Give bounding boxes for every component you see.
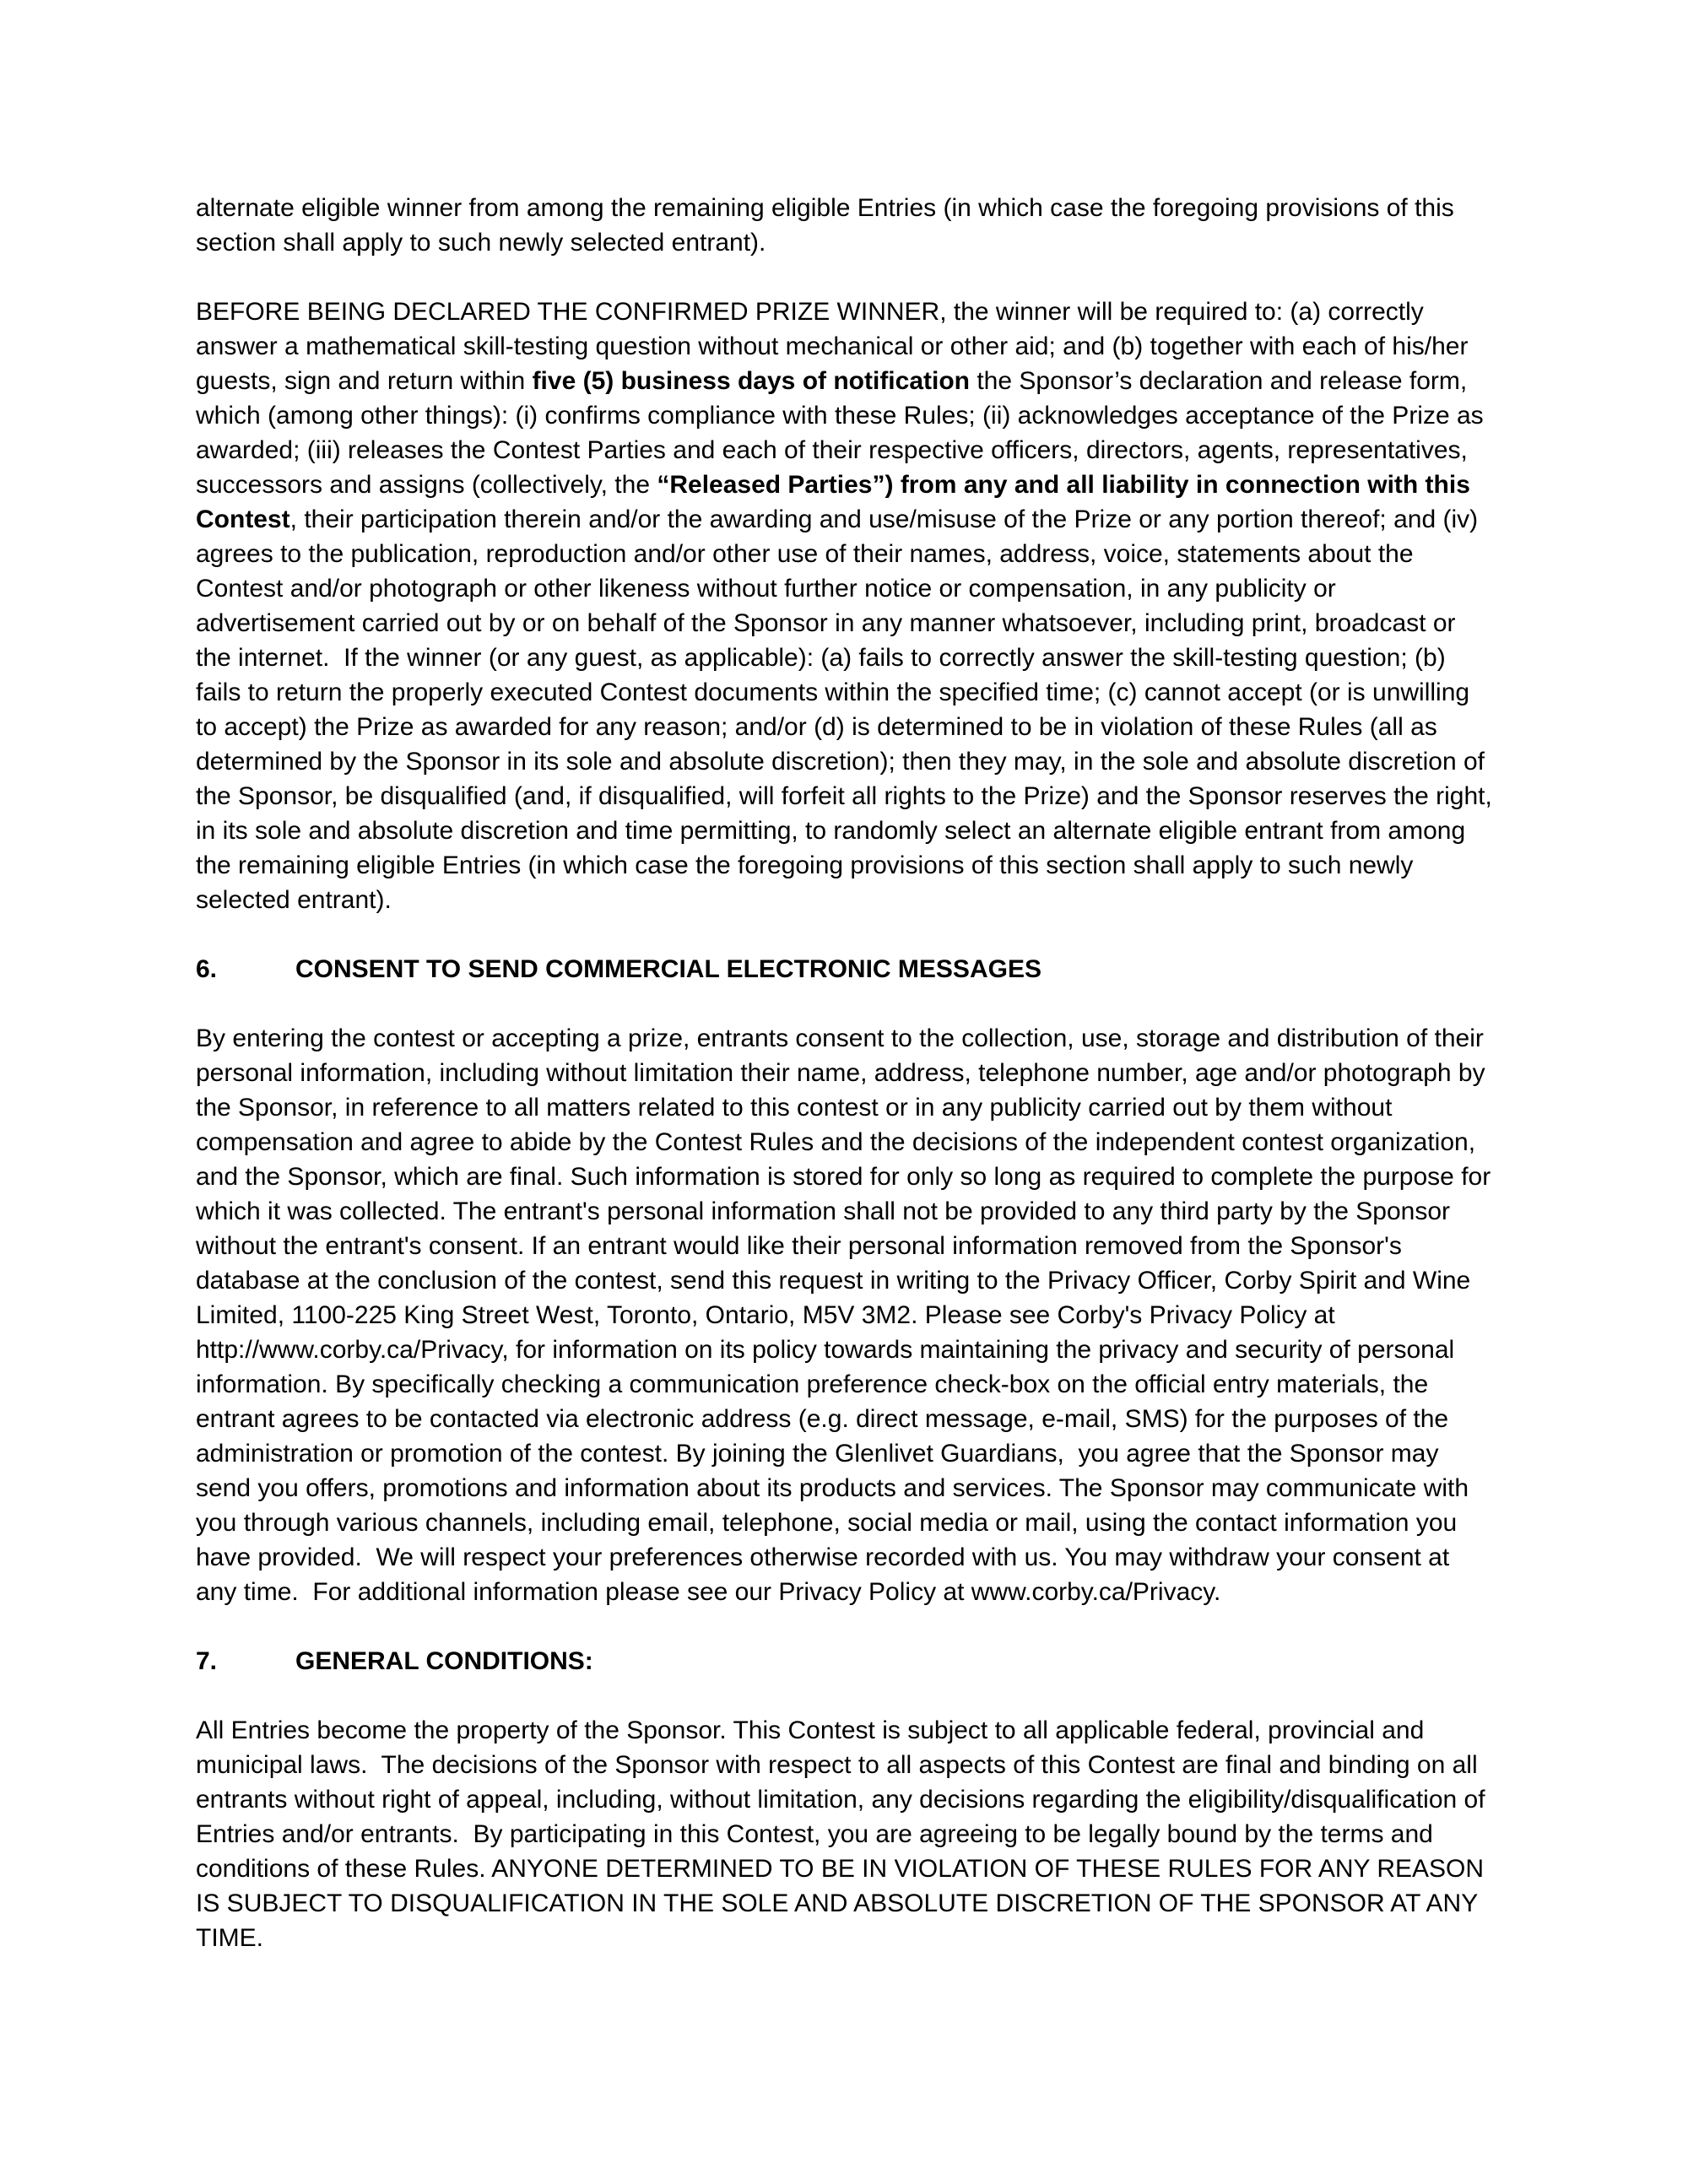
bold-text-segment: five (5) business days of notification: [532, 367, 970, 395]
text-segment: the Sponsor’s declaration and release form, which (among other things): (i) confirms compliance with these Rules; (ii) acknowledges acceptance of the Prize as awarded; (iii) releases the Contest Parties and each of their respective officers, directors, agents, representatives, successors and assigns (collectively, the: [196, 367, 1491, 499]
text-segment: alternate eligible winner from among the remaining eligible Entries (in which case the foregoing provisions of this section shall apply to such newly selected entrant).: [196, 194, 1462, 257]
section-6-number: 6.: [196, 955, 218, 983]
text-segment: All Entries become the property of the Sponsor. This Contest is subject to all applicable federal, provincial and municipal laws. The decisions of the Sponsor with respect to all aspects of this Contest are final and binding on all entrants without right of appeal, including, without limitation, any decisions regarding the eligibility/disqualification of Entries and/or entrants. By participating in this Contest, you are agreeing to be legally bound by the terms and conditions of these Rules. ANYONE DETERMINED TO BE IN VIOLATION OF THESE RULES FOR ANY REASON IS SUBJECT TO DISQUALIFICATION IN THE SOLE AND ABSOLUTE DISCRETION OF THE SPONSOR AT ANY TIME.: [196, 1716, 1492, 1952]
section-7-title: GENERAL CONDITIONS:: [295, 1647, 593, 1675]
section-6-heading: [196, 952, 1492, 987]
text-segment: By entering the contest or accepting a prize, entrants consent to the collection, use, storage and distribution of their personal information, including without limitation their name, address, telephone number, age and/or photograph by the Sponsor, in reference to all matters related to this contest or in any publicity carried out by them without compensation and agree to abide by the Contest Rules and the decisions of the independent contest organization, and the Sponsor, which are final. Such information is stored for only so long as required to complete the purpose for which it was collected. The entrant's personal information shall not be provided to any third party by the Sponsor without the entrant's consent. If an entrant would like their personal information removed from the Sponsor's database at the conclusion of the contest, send this request in writing to the Privacy Officer, Corby Spirit and Wine Limited, 1100-225 King Street West, Toronto, Ontario, M5V 3M2. Please see Corby's Privacy Policy at http://www.corby.ca/Privacy, for information on its policy towards maintaining the privacy and security of personal information. By specifically checking a communication preference check-box on the official entry materials, the entrant agrees to be contacted via electronic address (e.g. direct message, e-mail, SMS) for the purposes of the administration or promotion of the contest. By joining the Glenlivet Guardians, you agree that the Sponsor may send you offers, promotions and information about its products and services. The Sponsor may communicate with you through various channels, including email, telephone, social media or mail, using the contact information you have provided. We will respect your preferences otherwise recorded with us. You may withdraw your consent at any time. For additional information please see our Privacy Policy at www.corby.ca/Privacy.: [196, 1024, 1498, 1606]
bold-text-segment: “Released Parties”) from any and all liability in connection with this Contest: [196, 471, 1478, 533]
document-content: [196, 191, 1500, 1990]
section-6-title: CONSENT TO SEND COMMERCIAL ELECTRONIC MESSAGES: [295, 955, 1041, 983]
paragraph-consent-electronic-messages: [196, 1021, 1498, 1609]
text-segment: , their participation therein and/or the awarding and use/misuse of the Prize or any portion thereof; and (iv) agrees to the publication, reproduction and/or other use of their names, address, voice, statements about the Contest and/or photograph or other likeness without further notice or compensation, in any publicity or advertisement carried out by or on behalf of the Sponsor in any manner whatsoever, including print, broadcast or the internet. If the winner (or any guest, as applicable): (a) fails to correctly answer the skill-testing question; (b) fails to return the properly executed Contest documents within the specified time; (c) cannot accept (or is unwilling to accept) the Prize as awarded for any reason; and/or (d) is determined to be in violation of these Rules (all as determined by the Sponsor in its sole and absolute discretion); then they may, in the sole and absolute discretion of the Sponsor, be disqualified (and, if disqualified, will forfeit all rights to the Prize) and the Sponsor reserves the right, in its sole and absolute discretion and time permitting, to randomly select an alternate eligible entrant from among the remaining eligible Entries (in which case the foregoing provisions of this section shall apply to such newly selected entrant).: [196, 505, 1500, 914]
section-7-heading: [196, 1644, 1492, 1679]
paragraph-intro-continuation: [196, 191, 1492, 260]
paragraph-winner-confirmation: [196, 295, 1500, 917]
paragraph-general-conditions: [196, 1713, 1492, 1955]
text-segment: BEFORE BEING DECLARED THE CONFIRMED PRIZE WINNER, the winner will be required to: (a) correctly answer a mathematical skill-testing question without mechanical or other aid; and (b) together with each of his/her guests, sign and return within: [196, 298, 1475, 395]
section-7-number: 7.: [196, 1647, 218, 1675]
